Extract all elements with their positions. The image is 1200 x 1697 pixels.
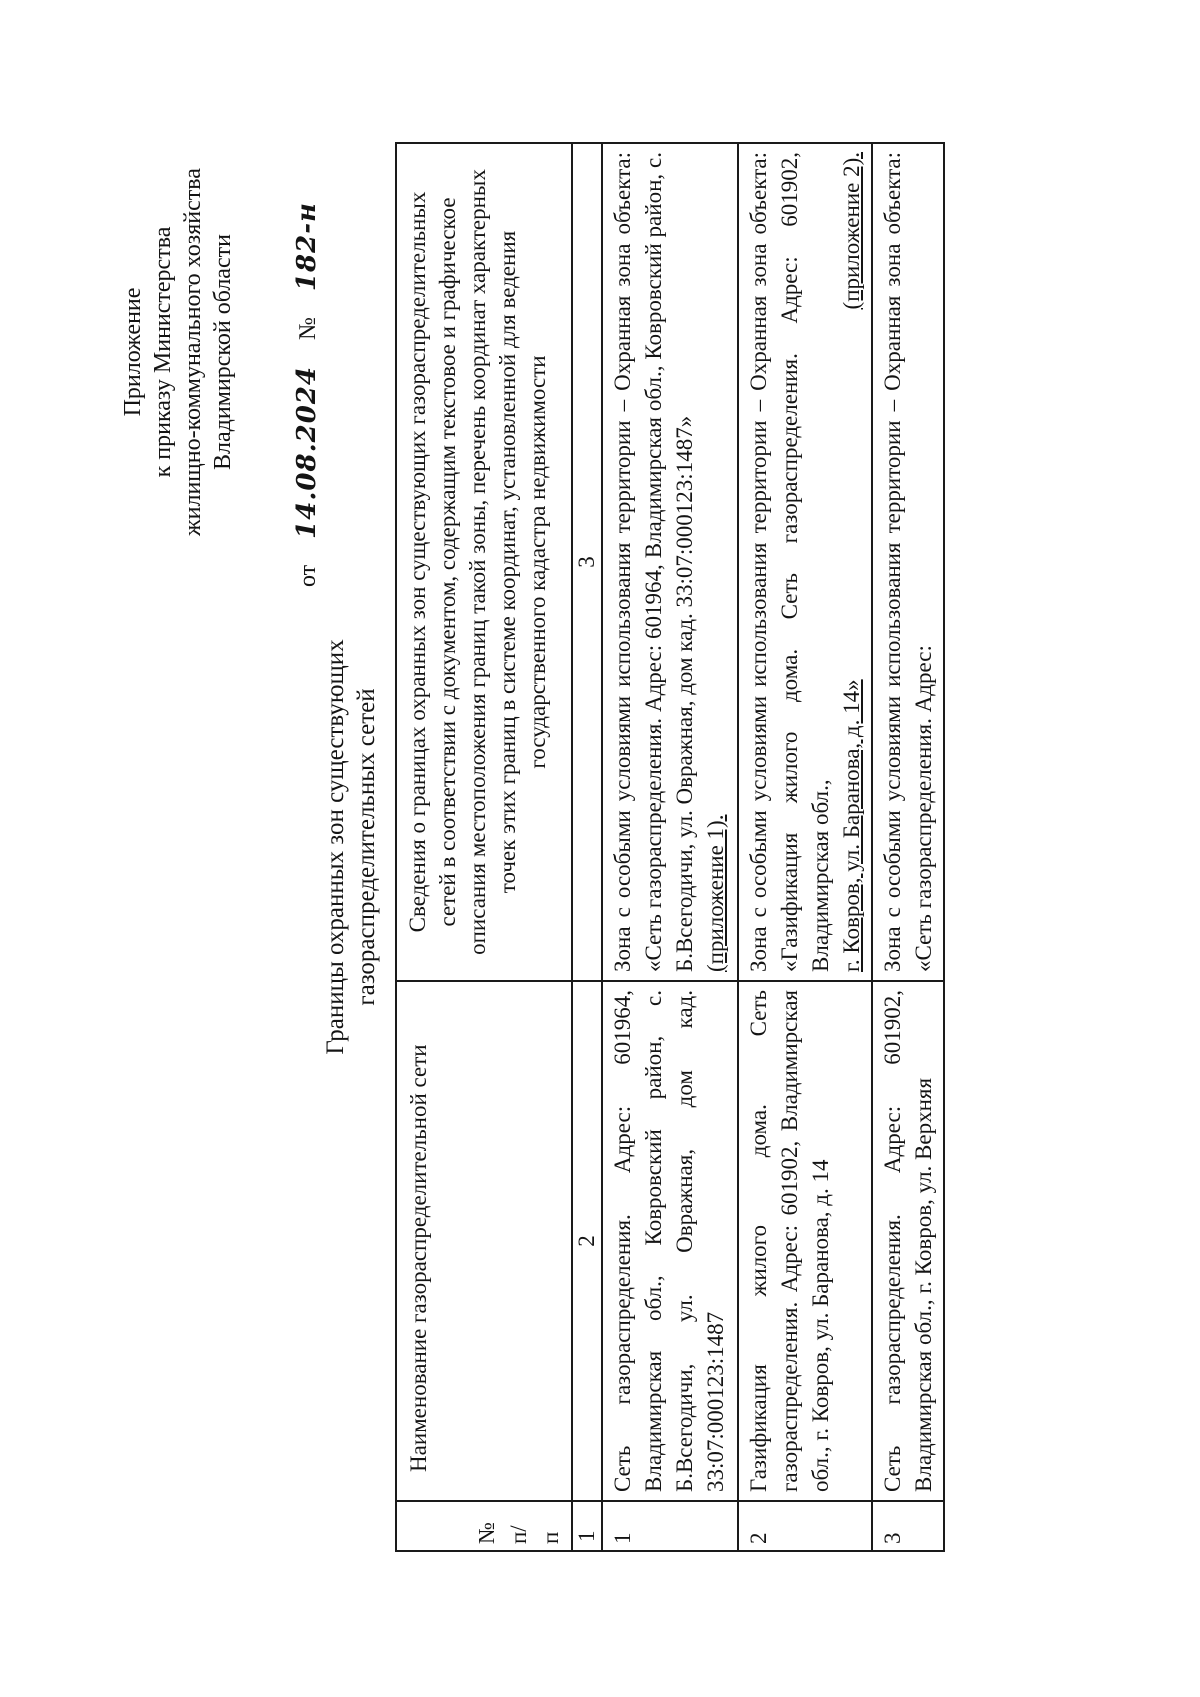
- row-zone-description: Зона с особыми условиями использования территории – Охранная зона объекта: «Сеть газораспределения. Адрес:: [872, 143, 944, 981]
- order-prefix: от: [295, 564, 321, 587]
- row-number: 3: [872, 1501, 944, 1551]
- row-network-name: Сеть газораспределения. Адрес: 601964, Владимирская обл., Ковровский район, с. Б.Всегодичи, ул. Овражная, дом кад. 33:07:000123:1487: [602, 981, 738, 1501]
- gas-zones-table: [395, 142, 945, 1552]
- header-name-label: Наименование газораспределительной сети: [406, 1044, 431, 1472]
- table-row: [738, 143, 872, 1551]
- row-zone-description: [602, 143, 738, 981]
- title-line: газораспределительных сетей: [353, 688, 380, 1006]
- order-number-sign: №: [295, 317, 321, 340]
- order-reference: [292, 117, 322, 587]
- title-line: Границы охранных зон существующих: [322, 639, 349, 1055]
- table-row: [602, 143, 738, 1551]
- document-title: [320, 497, 382, 1197]
- row-zone-description: [738, 143, 872, 981]
- table-header-row: [396, 143, 572, 1551]
- appendix-line: Владимирской области: [210, 234, 236, 470]
- table-row: [872, 143, 944, 1551]
- header-zone-label: Сведения о границах охранных зон существующих газораспределительных сетей в соответствии с документом, содержащим текстовое и графическое описания местоположения границ такой зоны, перечень координат характерных точек этих границ в системе координат, установленной для ведения государственного кадастра недвижимости: [405, 169, 550, 955]
- appendix-line: к приказу Министерства: [150, 226, 176, 478]
- appendix-line: Приложение: [120, 287, 146, 417]
- header-cell-name: [396, 981, 572, 1501]
- column-number: 2: [572, 981, 602, 1501]
- column-number: 3: [572, 143, 602, 981]
- row-number: 2: [738, 1501, 872, 1551]
- header-cell-number: [396, 1501, 572, 1551]
- appendix-line: жилищно-коммунального хозяйства: [180, 168, 206, 536]
- header-number-label: № п/п: [474, 1522, 563, 1544]
- row-number: 1: [602, 1501, 738, 1551]
- row-network-name: Газификация жилого дома. Сеть газораспределения. Адрес: 601902, Владимирская обл., г. Ковров, ул. Баранова, д. 14: [738, 981, 872, 1501]
- header-cell-zone: [396, 143, 572, 981]
- order-date-handwritten: 14.08.2024: [292, 365, 322, 539]
- row-network-name: Сеть газораспределения. Адрес: 601902, Владимирская обл., г. Ковров, ул. Верхняя: [872, 981, 944, 1501]
- zone-text: Зона с особыми условиями использования территории – Охранная зона объекта: «Сеть газораспределения. Адрес: 601964, Владимирская обл., Ковровский район, с. Б.Всегодичи, ул. Овражная, дом кад. 33:07:000123:1487»: [610, 152, 697, 972]
- appendix-reference: (приложение 1).: [703, 814, 728, 972]
- zone-text: Зона с особыми условиями использования территории – Охранная зона объекта: «Газификация жилого дома. Сеть газораспределения. Адрес: 601902, Владимирская обл.,: [746, 152, 833, 972]
- appendix-header: [118, 122, 238, 582]
- appendix-reference: (приложение 2).: [839, 152, 864, 310]
- zone-text-end: г. Ковров, ул. Баранова, д. 14»: [839, 679, 864, 972]
- column-number-row: [572, 143, 602, 1551]
- column-number: 1: [572, 1501, 602, 1551]
- order-number-handwritten: 182-н: [292, 202, 322, 292]
